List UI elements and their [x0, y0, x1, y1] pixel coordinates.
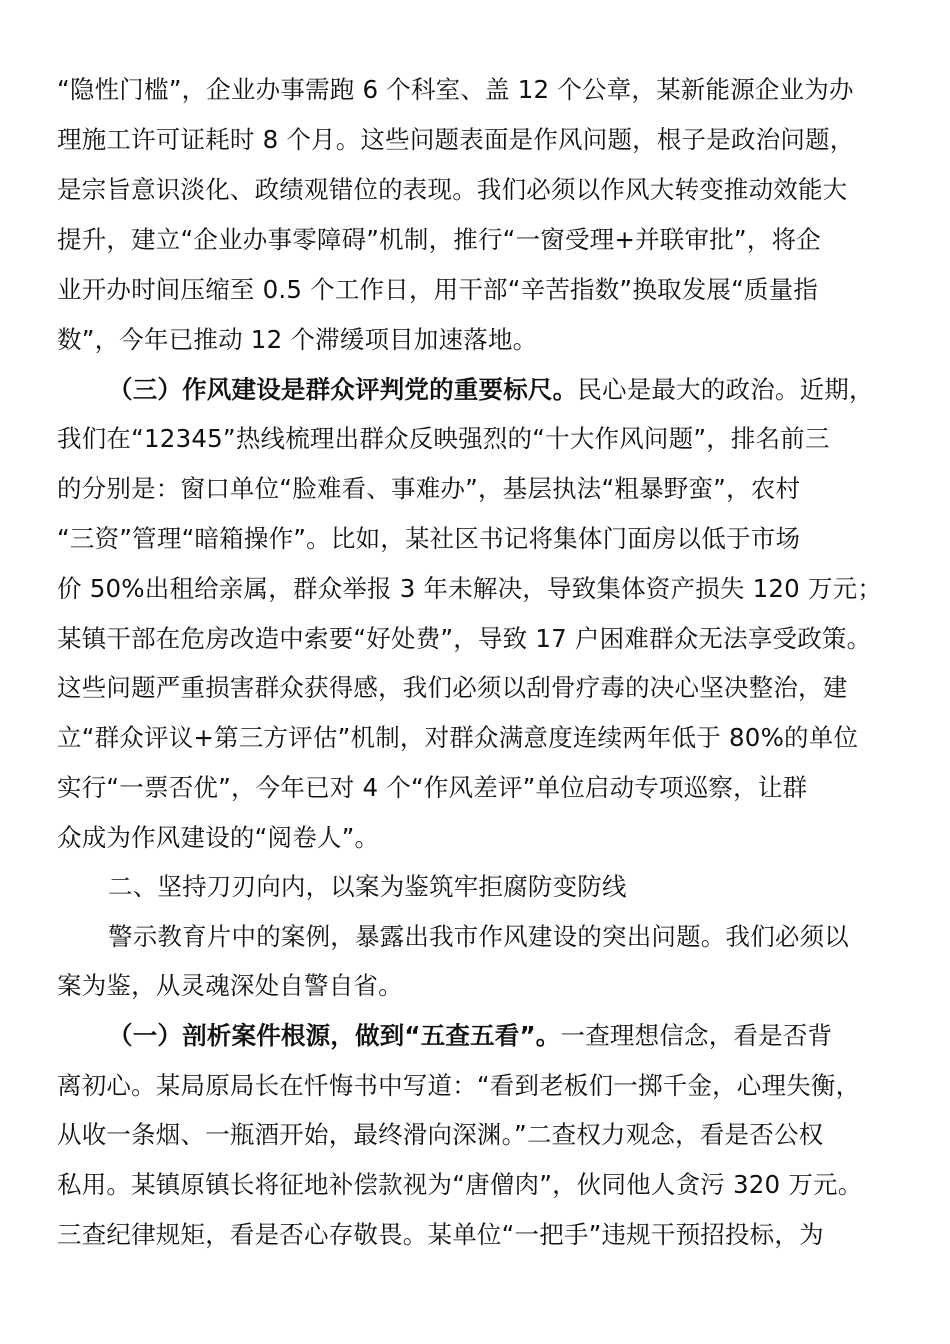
paragraph-line: 案为鉴，从灵魂深处自警自省。	[57, 971, 403, 1000]
paragraph-line: 的分别是：窗口单位“脸难看、事难办”，基层执法“粗暴野蛮”，农村	[57, 474, 801, 503]
paragraph-line: 立“群众评议+第三方评估”机制，对群众满意度连续两年低于 80%的单位	[57, 723, 859, 752]
paragraph-line: 数”，今年已推动 12 个滞缓项目加速落地。	[57, 325, 538, 354]
paragraph-line: “三资”管理“暗箱操作”。比如，某社区书记将集体门面房以低于市场	[57, 524, 801, 553]
paragraph-line: 这些问题严重损害群众获得感，我们必须以刮骨疗毒的决心坚决整治，建	[57, 673, 848, 702]
section-heading-3: （三）作风建设是群众评判党的重要标尺。	[108, 375, 578, 404]
paragraph-line: 提升，建立“企业办事零障碍”机制，推行“一窗受理+并联审批”，将企	[57, 225, 821, 254]
paragraph-line: 众成为作风建设的“阅卷人”。	[57, 823, 380, 852]
section-heading-1-rest: 一查理想信念，看是否背	[560, 1021, 833, 1050]
paragraph-line: 某镇干部在危房改造中索要“好处费”，导致 17 户困难群众无法享受政策。	[57, 624, 872, 653]
paragraph-line: 私用。某镇原镇长将征地补偿款视为“唐僧肉”，伙同他人贪污 320 万元。	[57, 1170, 863, 1199]
paragraph-line: 我们在“12345”热线梳理出群众反映强烈的“十大作风问题”，排名前三	[57, 424, 830, 453]
paragraph-line: 三查纪律规矩，看是否心存敬畏。某单位“一把手”违规干预招投标，为	[57, 1220, 824, 1249]
paragraph-line: 警示教育片中的案例，暴露出我市作风建设的突出问题。我们必须以	[108, 922, 849, 951]
paragraph-line: 理施工许可证耗时 8 个月。这些问题表面是作风问题，根子是政治问题，	[57, 125, 855, 154]
paragraph-line: 离初心。某局原局长在忏悔书中写道：“看到老板们一掷千金，心理失衡，	[57, 1071, 861, 1100]
section-heading-line	[108, 365, 908, 415]
paragraph-line: 从收一条烟、一瓶酒开始，最终滑向深渊。”二查权力观念，看是否公权	[57, 1120, 824, 1149]
paragraph-line: 实行“一票否优”，今年已对 4 个“作风差评”单位启动专项巡察，让群	[57, 773, 808, 802]
paragraph-line: 是宗旨意识淡化、政绩观错位的表现。我们必须以作风大转变推动效能大	[57, 175, 848, 204]
paragraph-line: 价 50%出租给亲属，群众举报 3 年未解决，导致集体资产损失 120 万元；	[57, 574, 883, 603]
chapter-heading-2: 二、坚持刀刃向内，以案为鉴筑牢拒腐防变防线	[108, 872, 627, 901]
section-heading-3-rest: 民心是最大的政治。近期，	[577, 375, 874, 404]
paragraph-line: “隐性门槛”，企业办事需跑 6 个科室、盖 12 个公章，某新能源企业为办	[57, 75, 854, 104]
section-heading-1: （一）剖析案件根源，做到“五查五看”。	[108, 1021, 561, 1050]
paragraph-line: 业开办时间压缩至 0.5 个工作日，用干部“辛苦指数”换取发展“质量指	[57, 275, 819, 304]
section-heading-line	[108, 1011, 908, 1061]
